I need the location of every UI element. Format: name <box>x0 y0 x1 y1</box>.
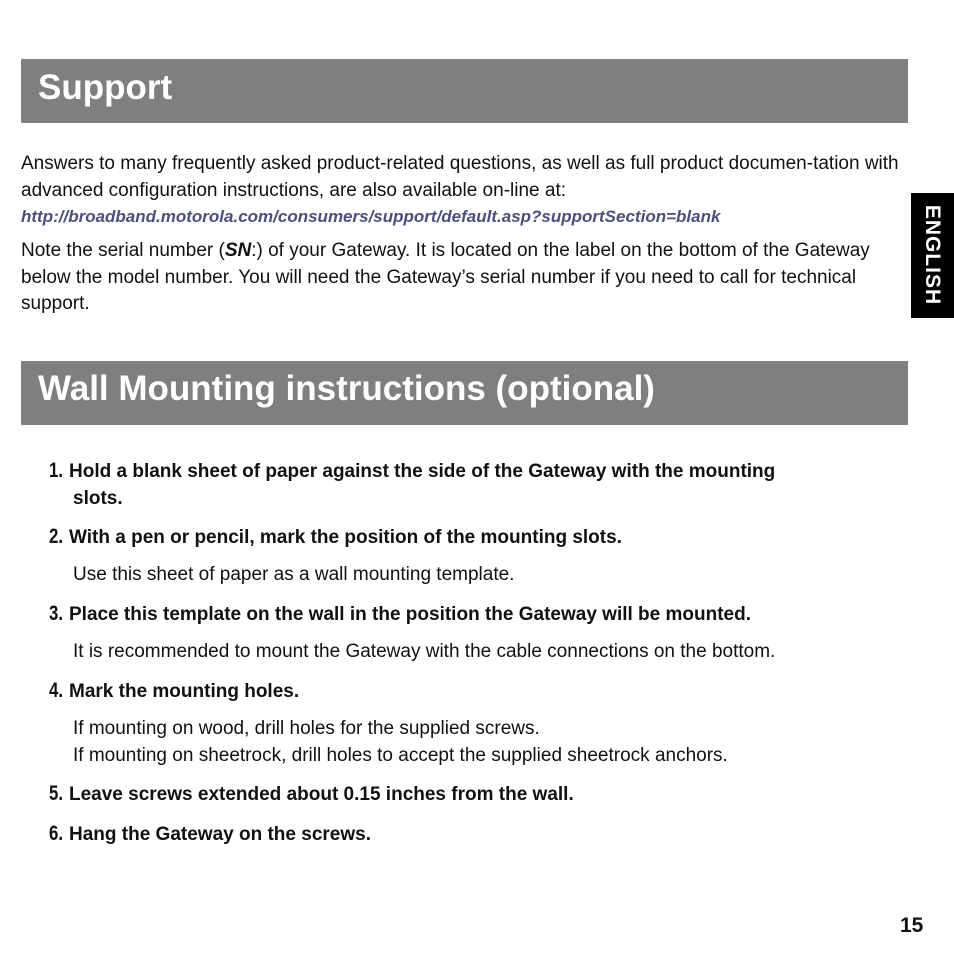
step-detail: If mounting on sheetrock, drill holes to accept the supplied sheetrock anchors. <box>73 745 728 766</box>
serial-number-abbrev: SN <box>224 240 252 261</box>
step-text: With a pen or pencil, mark the position of the mounting slots. <box>69 527 622 548</box>
serial-number-note <box>21 238 911 318</box>
step-number: 2. <box>49 525 64 548</box>
support-title: Support <box>38 68 173 107</box>
note-text-after: :) of your Gateway. It is located on the label on the bottom of the Gateway below the model number. You will need the Gateway’s serial number if you need to call for technical support. <box>21 240 870 314</box>
step-item <box>49 457 879 512</box>
page-number: 15 <box>900 914 924 937</box>
step-number: 6. <box>49 822 64 845</box>
step-detail: It is recommended to mount the Gateway with the cable connections on the bottom. <box>73 641 776 662</box>
step-number: 1. <box>49 459 64 482</box>
step-text: Hang the Gateway on the screws. <box>69 824 371 845</box>
wall-mounting-title: Wall Mounting instructions (optional) <box>38 369 655 408</box>
support-section-header <box>21 59 908 123</box>
step-item <box>49 780 879 808</box>
language-tab-label: ENGLISH <box>921 204 944 306</box>
step-detail: If mounting on wood, drill holes for the supplied screws. <box>73 718 540 739</box>
step-item <box>49 600 879 628</box>
wall-mounting-section-header <box>21 361 908 425</box>
note-text-before: Note the serial number ( <box>21 240 225 261</box>
support-url-link[interactable]: http://broadband.motorola.com/consumers/support/default.asp?supportSection=blank <box>21 207 721 226</box>
step-number: 5. <box>49 782 64 805</box>
step-detail: Use this sheet of paper as a wall mounting template. <box>73 564 515 585</box>
step-text: Leave screws extended about 0.15 inches from the wall. <box>69 784 574 805</box>
language-tab <box>911 193 954 318</box>
step-item <box>49 820 879 848</box>
step-number: 4. <box>49 679 64 702</box>
step-text-continued: slots. <box>73 488 123 509</box>
step-number: 3. <box>49 602 64 625</box>
step-text: Mark the mounting holes. <box>69 681 300 702</box>
support-intro-text: Answers to many frequently asked product-related questions, as well as full product documen-tation with advanced configuration instructions, are also available on-line at: <box>21 153 899 201</box>
step-text: Place this template on the wall in the position the Gateway will be mounted. <box>69 604 751 625</box>
step-item <box>49 523 879 551</box>
step-item <box>49 677 879 705</box>
step-text: Hold a blank sheet of paper against the side of the Gateway with the mounting <box>69 461 776 482</box>
